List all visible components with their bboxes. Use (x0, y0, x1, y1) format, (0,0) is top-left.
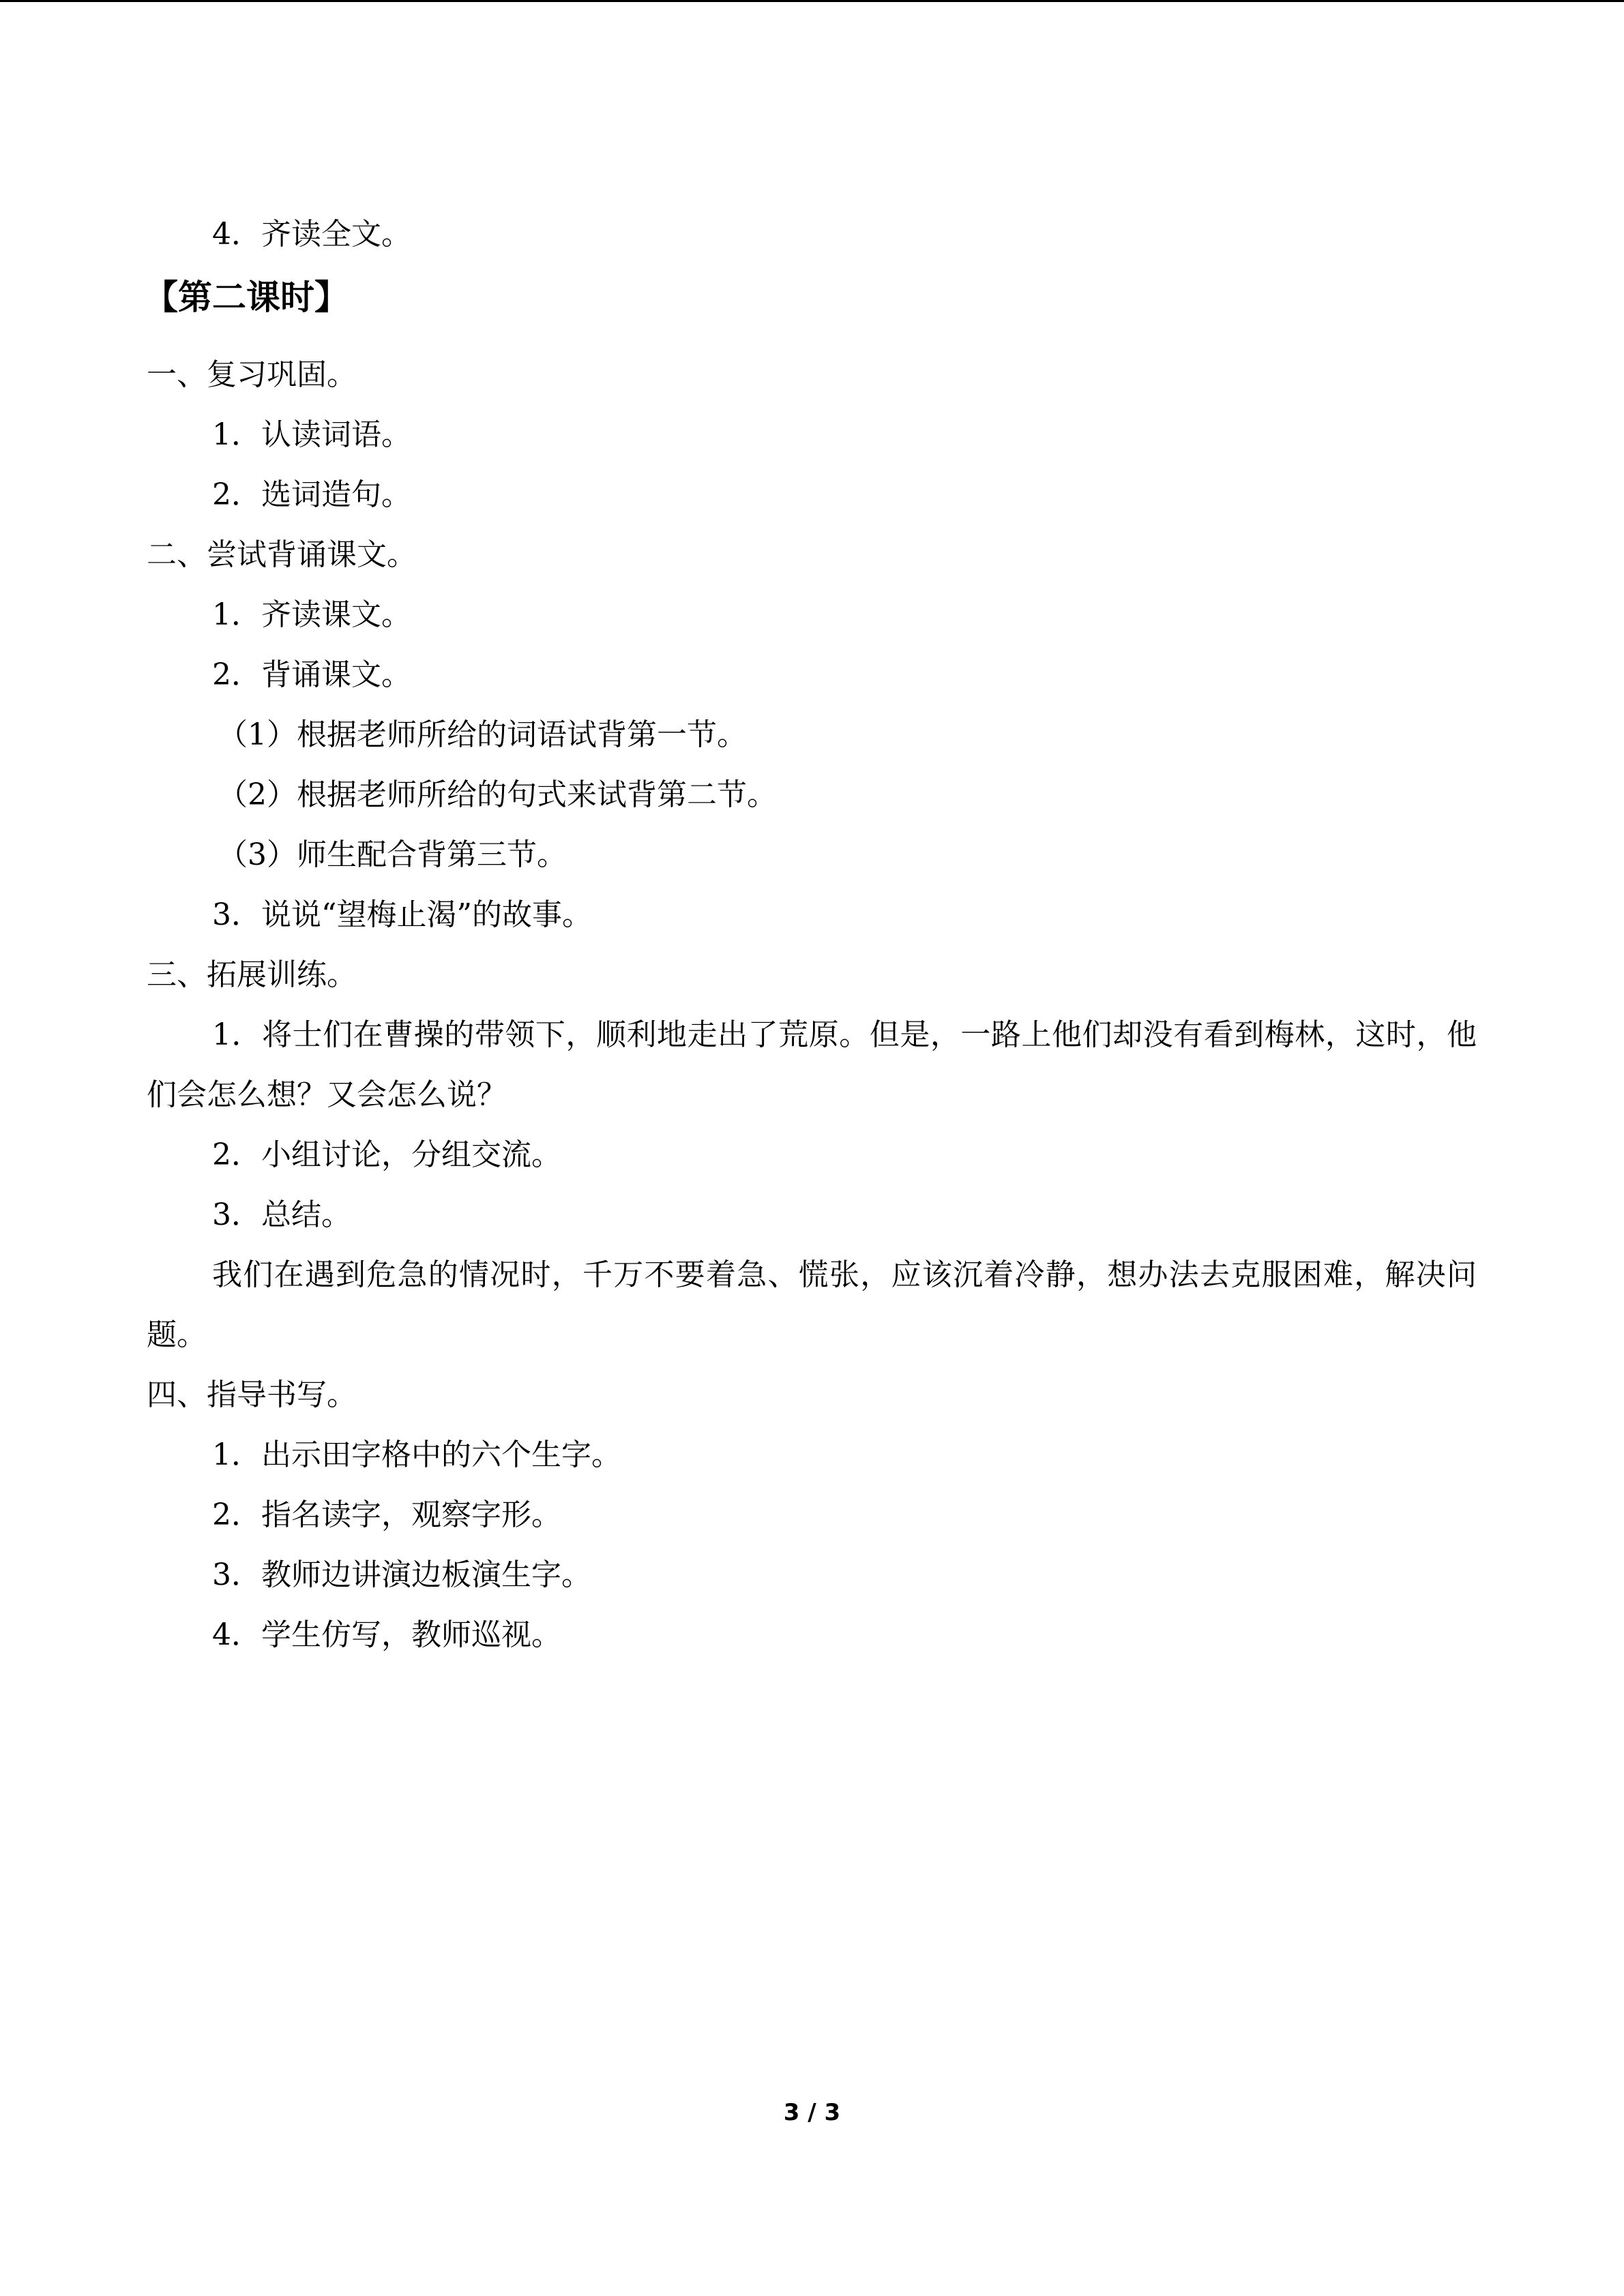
item-recognize-words: 1．认读词语。 (212, 417, 411, 452)
item-tell-story: 3．说说“望梅止渴”的故事。 (212, 897, 592, 932)
section-heading-second-lesson: 【第二课时】 (144, 278, 349, 317)
section-writing: 四、指导书写。 (147, 1377, 357, 1412)
item-summary: 3．总结。 (212, 1197, 351, 1232)
section-extension: 三、拓展训练。 (147, 957, 357, 992)
document-body (144, 205, 1477, 1665)
page-top-border (0, 0, 1624, 2)
item-qi-du-quan-wen: 4．齐读全文。 (212, 217, 411, 252)
page-number: 3 / 3 (783, 2099, 841, 2126)
paragraph-extension-question: 1．将士们在曹操的带领下，顺利地走出了荒原。但是，一路上他们却没有看到梅林，这时，他们会怎么想？又会怎么说？ (147, 1017, 1477, 1112)
item-read-characters: 2．指名读字，观察字形。 (212, 1497, 561, 1532)
sub-item-1: （1）根据老师所给的词语试背第一节。 (218, 717, 747, 752)
item-make-sentences: 2．选词造句。 (212, 477, 411, 512)
item-group-discussion: 2．小组讨论，分组交流。 (212, 1137, 561, 1172)
item-student-practice: 4．学生仿写，教师巡视。 (212, 1617, 561, 1652)
item-recite-text: 2．背诵课文。 (212, 657, 411, 692)
section-review: 一、复习巩固。 (147, 357, 357, 392)
item-show-characters: 1．出示田字格中的六个生字。 (212, 1437, 621, 1472)
paragraph-summary: 我们在遇到危急的情况时，千万不要着急、慌张，应该沉着冷静，想办法去克服困难，解决问题。 (147, 1257, 1477, 1352)
item-teacher-demo: 3．教师边讲演边板演生字。 (212, 1557, 591, 1592)
sub-item-3: （3）师生配合背第三节。 (218, 837, 567, 872)
item-read-text: 1．齐读课文。 (212, 597, 411, 632)
section-recite: 二、尝试背诵课文。 (147, 537, 417, 572)
sub-item-2: （2）根据老师所给的句式来试背第二节。 (218, 777, 777, 812)
